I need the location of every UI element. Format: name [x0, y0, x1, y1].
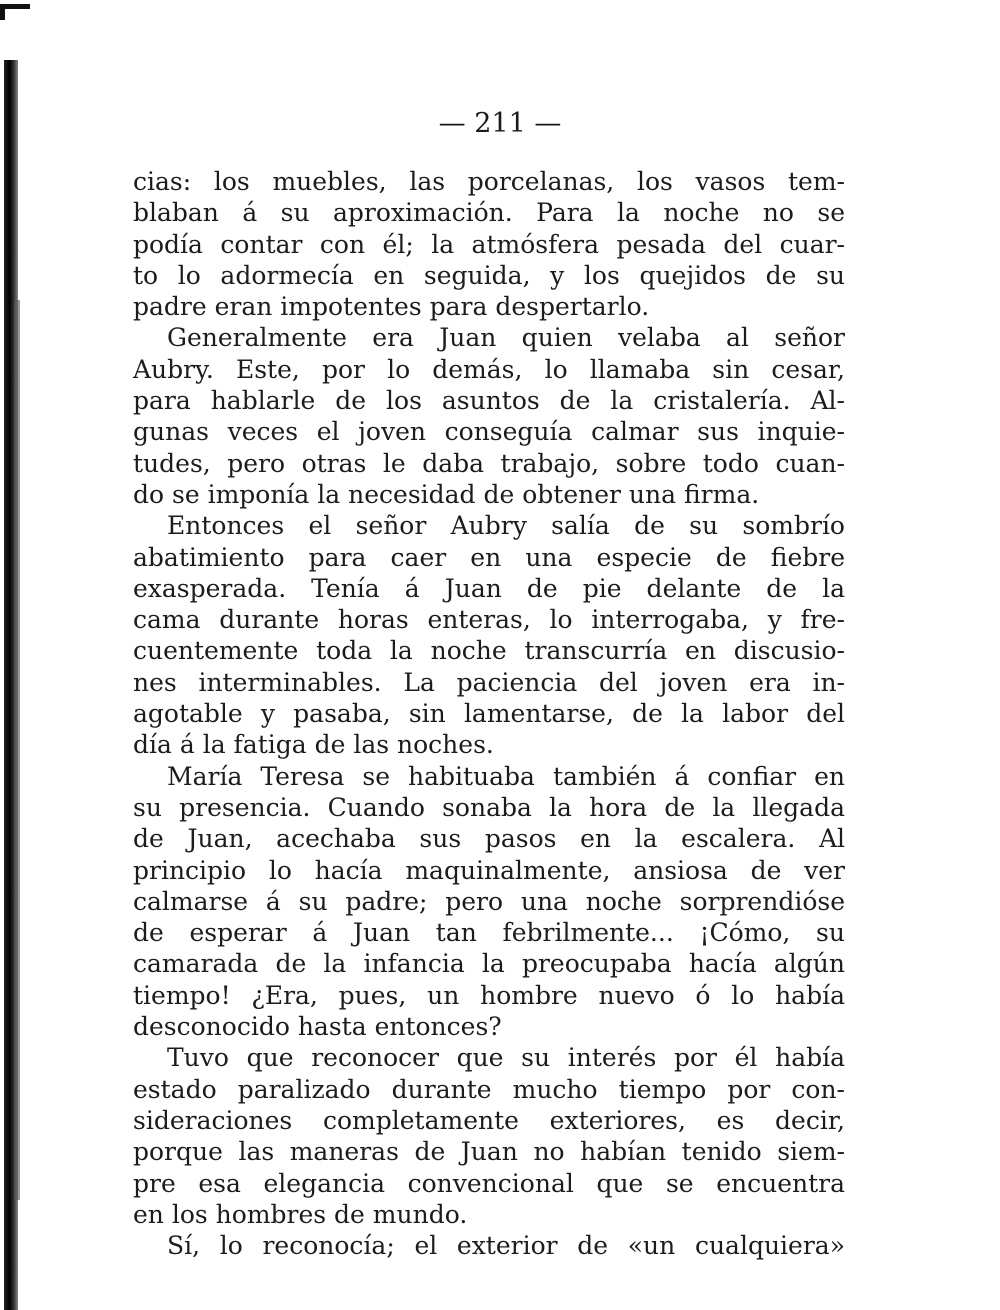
page-number: — 211 —	[438, 108, 562, 139]
text-line: sideraciones completamente exteriores, es decir,	[133, 1105, 845, 1135]
text-line: desconocido hasta entonces?	[133, 1012, 502, 1042]
text-line: Tuvo que reconocer que su interés por él había	[167, 1043, 845, 1073]
text-line: do se imponía la necesidad de obtener una firma.	[133, 479, 760, 509]
text-line: de esperar á Juan tan febrilmente... ¡Cómo, su	[133, 918, 845, 948]
body-text	[133, 166, 845, 1261]
text-line: día á la fatiga de las noches.	[133, 730, 494, 760]
text-line: calmarse á su padre; pero una noche sorprendióse	[133, 886, 845, 916]
text-line: principio lo hacía maquinalmente, ansiosa de ver	[133, 855, 845, 885]
scan-corner-mark-vertical	[0, 4, 5, 20]
text-line: tudes, pero otras le daba trabajo, sobre todo cuan-	[133, 448, 845, 478]
text-line: gunas veces el joven conseguía calmar sus inquie-	[133, 417, 845, 447]
text-line: Sí, lo reconocía; el exterior de «un cualquiera»	[167, 1231, 845, 1261]
text-line: agotable y pasaba, sin lamentarse, de la labor del	[133, 699, 845, 729]
text-line: Aubry. Este, por lo demás, lo llamaba sin cesar,	[133, 354, 845, 384]
text-line: cama durante horas enteras, lo interrogaba, y fre-	[133, 605, 845, 635]
text-line: en los hombres de mundo.	[133, 1199, 468, 1229]
text-line: para hablarle de los asuntos de la cristalería. Al-	[133, 386, 845, 416]
book-binding-edge	[14, 300, 20, 1200]
text-line: cuentemente toda la noche transcurría en discusio-	[133, 636, 845, 666]
text-line: su presencia. Cuando sonaba la hora de la llegada	[133, 792, 845, 822]
text-line: to lo adormecía en seguida, y los quejidos de su	[133, 260, 845, 290]
text-line: de Juan, acechaba sus pasos en la escalera. Al	[133, 824, 845, 854]
text-line: Generalmente era Juan quien velaba al señor	[167, 323, 845, 353]
text-line: Entonces el señor Aubry salía de su sombrío	[167, 511, 845, 541]
text-line: camarada de la infancia la preocupaba hacía algún	[133, 949, 845, 979]
text-line: abatimiento para caer en una especie de fiebre	[133, 542, 845, 572]
text-line: blaban á su aproximación. Para la noche no se	[133, 198, 845, 228]
text-line: padre eran impotentes para despertarlo.	[133, 292, 650, 322]
text-line: María Teresa se habituaba también á confiar en	[167, 761, 845, 791]
text-line: porque las maneras de Juan no habían tenido siem-	[133, 1137, 845, 1167]
text-line: exasperada. Tenía á Juan de pie delante de la	[133, 573, 845, 603]
text-line: podía contar con él; la atmósfera pesada del cuar-	[133, 229, 845, 259]
text-line: cias: los muebles, las porcelanas, los vasos tem-	[133, 167, 845, 196]
text-line: nes interminables. La paciencia del joven era in-	[133, 667, 845, 697]
text-line: pre esa elegancia convencional que se encuentra	[133, 1168, 845, 1198]
text-line: tiempo! ¿Era, pues, un hombre nuevo ó lo había	[133, 980, 845, 1010]
text-line: estado paralizado durante mucho tiempo por con-	[133, 1074, 845, 1104]
